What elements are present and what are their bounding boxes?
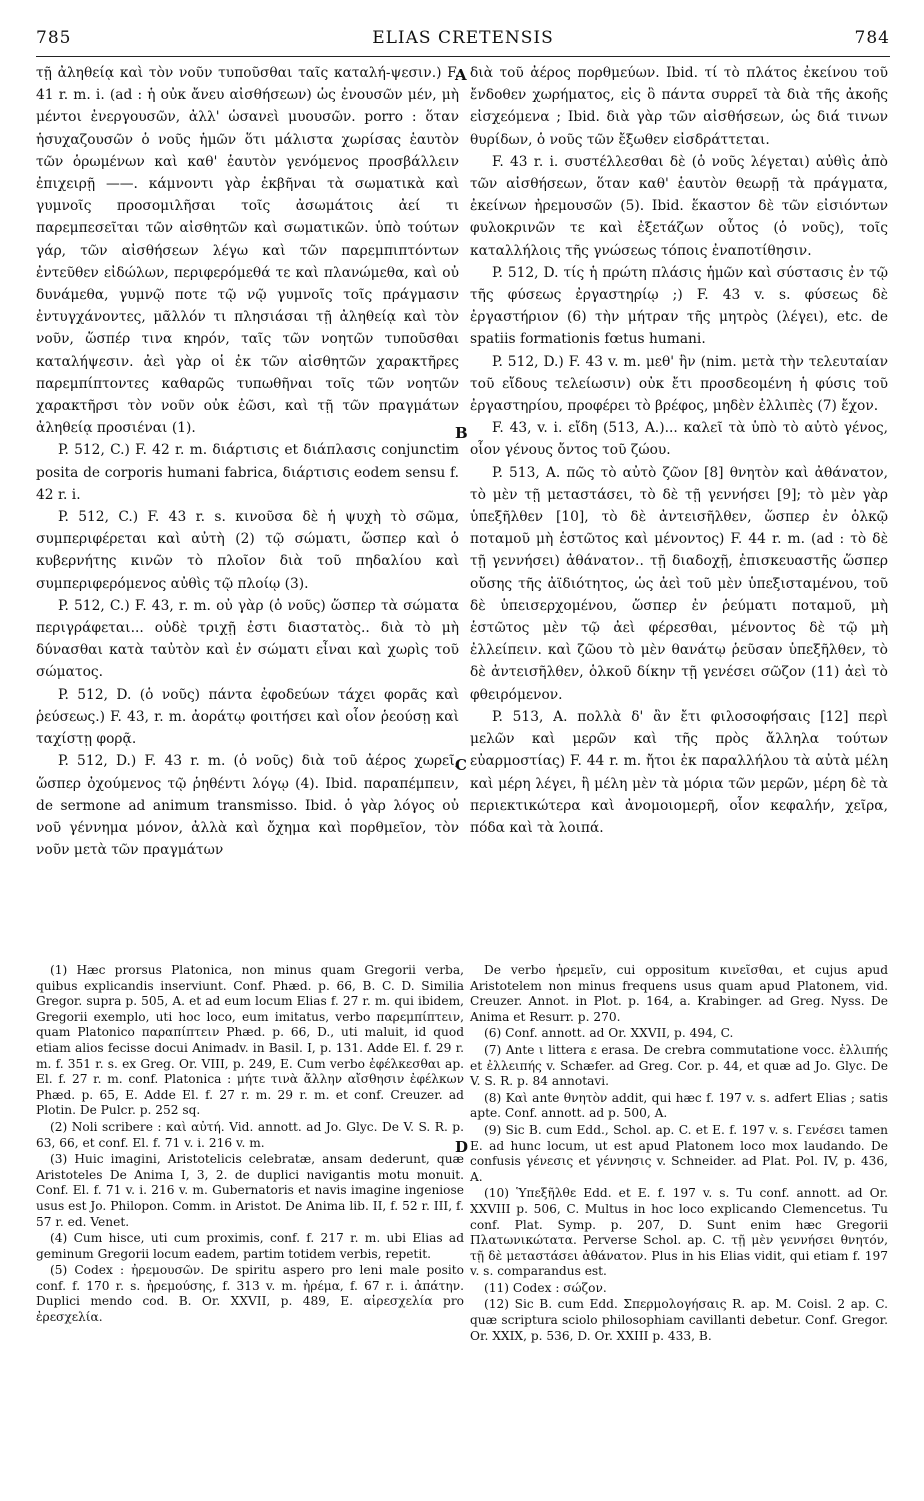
paragraph: F. 43 r. i. συστέλλεσθαι δὲ (ὁ νοῦς λέγεται) αὐθὶς ἀπὸ τῶν αἰσθήσεων, ὅταν καθ' ἑαυτὸν θεωρῇ τὰ πράγματα, ἐκείνων ἠρεμουσῶν (5). Ibid. ἕκαστον δὲ τῶν εἰσιόντων φυλοκρινῶν τε καὶ ἐξετάζων οὗτος (ὁ νοῦς), τοῖς καταλλήλοις τῆς γνώσεως τόποις ἐναποτίθησιν.: [470, 153, 888, 259]
footnote: (1) Hæc prorsus Platonica, non minus quam Gregorii verba, quibus explicandis inserviunt. Conf. Phæd. p. 66, B. C. D. Similia Gregor. supra p. 505, A. et ad eum locum Elias f. 27 r. m. qui ibidem, Gregorii exemplo, uti hoc loco, eum imitatus, verbo παρεμπίπτειν, quam Platonico παραπίπτειν Phæd. p. 66, D., uti maluit, id quod etiam alios fecisse docui Animadv. in Basil. I, p. 131. Adde El. f. 29 r. m. f. 351 r. s. ex Greg. Or. VIII, p. 249, E. Cum verbo ἐφέλκεσθαι ap. El. f. 27 r. m. conf. Platonica : μήτε τινὰ ἄλλην αἴσθησιν ἐφέλκων Phæd. p. 65, E. Adde El. f. 27 r. m. 29 r. m. et conf. Creuzer. ad Plotin. De Pulcr. p. 252 sq.: [36, 963, 464, 1118]
running-title: ELIAS CRETENSIS: [372, 28, 554, 48]
paragraph: P. 512, D.) F. 43 v. m. μεθ' ἣν (nim. μετὰ τὴν τελευταίαν τοῦ εἴδους τελείωσιν) οὐκ ἔτι προσδεομένη ἡ φύσις τοῦ ἐργαστηρίου, προφέρει τὸ βρέφος, μηδὲν ἐλλιπὲς (7) ἔχον.: [470, 353, 888, 415]
paragraph: P. 512, C.) F. 43 r. s. κινοῦσα δὲ ἡ ψυχὴ τὸ σῶμα, συμπεριφέρεται καὶ αὐτὴ (2) τῷ σώματι, ὥσπερ καὶ ὁ κυβερνήτης κινῶν τὸ πλοῖον διὰ τοῦ πηδαλίου καὶ συμπεριφερόμενος αὐθὶς τῷ πλοίῳ (3).: [36, 509, 459, 592]
paragraph: P. 512, D. (ὁ νοῦς) πάντα ἐφοδεύων τάχει φορᾶς καὶ ῥεύσεως.) F. 43, r. m. ἀοράτῳ φοιτήσει καὶ οἷον ῥεούσῃ καὶ ταχίστῃ φορᾷ.: [36, 686, 459, 748]
running-header: [36, 28, 890, 54]
footnote: (4) Cum hisce, uti cum proximis, conf. f. 217 r. m. ubi Elias ad geminum Gregorii locum eadem, partim totidem verbis, repetit.: [36, 1231, 464, 1261]
footnote: (10) Ὑπεξῆλθε Edd. et E. f. 197 v. s. Tu conf. annott. ad Or. XXVIII p. 506, C. Multus in hoc loco explicando Clemencetus. Tu conf. Plat. Symp. p. 207, D. Sunt enim hæc Gregorii Πλατωνικώτατα. Perverse Schol. ap. C. τῇ μὲν γεννήσει θνητόν, τῇ δὲ μεταστάσει ἀθάνατον. Plus in his Elias vidit, qui etiam f. 197 v. s. comparandus est.: [470, 1186, 888, 1279]
paragraph: P. 512, C.) F. 43, r. m. οὐ γὰρ (ὁ νοῦς) ὥσπερ τὰ σώματα περιγράφεται... οὐδὲ τριχῇ ἐστι διαστατὸς.. διὰ τὸ μὴ δύνασθαι κατὰ ταὐτὸν καὶ ἐν σώματι εἶναι καὶ χωρὶς τοῦ σώματος.: [36, 597, 459, 681]
footnote: (8) Καὶ ante θνητὸν addit, qui hæc f. 197 v. s. adfert Elias ; satis apte. Conf. annott. ad p. 500, A.: [470, 1090, 888, 1121]
footnotes-left: [36, 963, 464, 1327]
margin-letter-a: A: [455, 66, 467, 84]
footnotes-right: [470, 963, 888, 1345]
header-rule: [36, 56, 890, 57]
right-column: [470, 62, 888, 839]
paragraph: F. 43, v. i. εἴδη (513, A.)... καλεῖ τὰ ὑπὸ τὸ αὐτὸ γένος, οἷον γένους ὄντος τοῦ ζώου.: [470, 420, 888, 459]
margin-letter-d: D: [455, 1138, 469, 1156]
paragraph: P. 513, A. πολλὰ δ' ἂν ἔτι φιλοσοφήσαις [12] περὶ μελῶν καὶ μερῶν καὶ τῆς πρὸς ἄλληλα τούτων εὐαρμοστίας) F. 44 r. m. ἤτοι ἐκ παραλλήλου τὰ αὐτὰ μέλη καὶ μέρη λέγει, ἢ μέλη μὲν τὰ μόρια τῶν μερῶν, μέρη δὲ τὰ περιεκτικώτερα καὶ ἀνομοιομερῆ, οἷον κεφαλήν, χεῖρα, πόδα καὶ τὰ λοιπά.: [470, 708, 888, 836]
footnote: (7) Ante ι littera ε erasa. De crebra commutatione vocc. ἐλλιπής et ἐλλειπής v. Schæfer. ad Greg. Cor. p. 44, et quæ ad Jo. Glyc. De V. S. R. p. 84 annotavi.: [470, 1042, 888, 1089]
paragraph: διὰ τοῦ ἀέρος πορθμεύων. Ibid. τί τὸ πλάτος ἐκείνου τοῦ ἔνδοθεν χωρήματος, εἰς ὃ πάντα συρρεῖ τὰ διὰ τῆς ἀκοῆς εἰσχεόμενα ; Ibid. διὰ γὰρ τῶν αἰσθήσεων, ὡς διά τινων θυρίδων, ὁ νοῦς τῶν ἔξωθεν εἰσδράττεται.: [470, 65, 888, 148]
margin-letter-c: C: [455, 756, 467, 774]
margin-letter-b: B: [455, 424, 468, 442]
page-number-right: 784: [854, 28, 890, 48]
page-number-left: 785: [36, 28, 72, 48]
footnote: De verbo ἠρεμεῖν, cui oppositum κινεῖσθαι, et cujus apud Aristotelem non minus frequens usus quam apud Platonem, vid. Creuzer. Annot. in Plot. p. 164, a. Krabinger. ad Greg. Nyss. De Anima et Resurr. p. 270.: [470, 963, 888, 1024]
footnote: (11) Codex : σώζον.: [484, 1280, 607, 1295]
footnote: (3) Huic imagini, Aristotelicis celebratæ, ansam dederunt, quæ Aristoteles De Anima I, 3, 2. de duplici navigantis motu monuit. Conf. El. f. 71 v. i. 216 v. m. Gubernatoris et navis imagine ingeniose usus est Jo. Philopon. Comm. in Aristot. De Anima lib. II, f. 52 r. III, f. 57 r. ed. Venet.: [36, 1152, 464, 1229]
paragraph: P. 512, D.) F. 43 r. m. (ὁ νοῦς) διὰ τοῦ ἀέρος χωρεῖ, ὥσπερ ὀχούμενος τῷ ῥηθέντι λόγῳ (4). Ibid. παραπέμπειν, de sermone ad animum transmisso. Ibid. ὁ γὰρ λόγος οὐ νοῦ γέννημα μόνον, ἀλλὰ καὶ ὄχημα καὶ πορθμεῖον, τὸν νοῦν μετὰ τῶν πραγμάτων: [36, 753, 459, 859]
footnote: (6) Conf. annott. ad Or. XXVII, p. 494, C.: [484, 1026, 734, 1041]
left-column: [36, 62, 459, 861]
footnote: (12) Sic B. cum Edd. Σπερμολογήσαις R. ap. M. Coisl. 2 ap. C. quæ scriptura sciolo philosophiam cavillanti debetur. Conf. Gregor. Or. XXIX, p. 536, D. Or. XXIII p. 433, B.: [470, 1297, 888, 1343]
paragraph: P. 513, A. πῶς τὸ αὐτὸ ζῶον [8] θνητὸν καὶ ἀθάνατον, τὸ μὲν τῇ μεταστάσει, τὸ δὲ τῇ γεννήσει [9]; τὸ μὲν γὰρ ὑπεξῆλθεν [10], τὸ δὲ ἀντεισῆλθεν, ὥσπερ ἐν ὁλκῷ ποταμοῦ μὴ ἑστῶτος καὶ μένοντος) F. 44 r. m. (ad : τὸ δὲ τῇ γεννήσει) ἀθάνατον.. τῇ διαδοχῇ, ἐπισκευαστῆς ὥσπερ οὔσης τῆς ἀϊδιότητος, ὡς ἀεὶ τοῦ μὲν ὑπεξισταμένου, τοῦ δὲ ὑπεισερχομένου, ὥσπερ ἐν ῥεύματι ποταμοῦ, μὴ ἑστῶτος μὲν τῷ ἀεὶ φέρεσθαι, μένοντος δὲ τῷ μὴ ἐλλείπειν. καὶ ζῶου τὸ μὲν θανάτῳ ῥεῦσαν ὑπεξῆλθεν, τὸ δὲ ἀντεισῆλθεν, ὁλκοῦ δίκην τῇ γενέσει σῶζον (11) ἀεὶ τὸ φθειρόμενον.: [470, 464, 888, 703]
footnote: (9) Sic B. cum Edd., Schol. ap. C. et E. f. 197 v. s. Γενέσει tamen E. ad hunc locum, ut est apud Platonem loco mox laudando. De confusis γένεσις et γέννησις v. Schneider. ad Plat. Pol. IV, p. 436, A.: [470, 1122, 888, 1184]
footnote: (5) Codex : ἠρεμουσῶν. De spiritu aspero pro leni male posito conf. f. 170 r. s. ἠρεμούσης, f. 313 v. m. ἠρέμα, f. 67 r. i. ἀπάτην. Duplici mendo cod. B. Or. XXVII, p. 489, E. αἱρεσχελία pro ἐρεσχελία.: [36, 1263, 464, 1325]
footnote: (2) Noli scribere : καὶ αὐτή. Vid. annott. ad Jo. Glyc. De V. S. R. p. 63, 66, et conf. El. f. 71 v. i. 216 v. m.: [36, 1119, 464, 1150]
paragraph: P. 512, C.) F. 42 r. m. διάρτισις et διάπλασις conjunctim posita de corporis humani fabrica, διάρτισις eodem sensu f. 42 r. i.: [36, 442, 459, 503]
paragraph: P. 512, D. τίς ἡ πρώτη πλάσις ἡμῶν καὶ σύστασις ἐν τῷ τῆς φύσεως ἐργαστηρίῳ ;) F. 43 v. s. φύσεως δὲ ἐργαστήριον (6) τὴν μήτραν τῆς μητρὸς (λέγει), etc. de spatiis formationis fœtus humani.: [470, 264, 888, 348]
paragraph: τῇ ἀληθείᾳ καὶ τὸν νοῦν τυποῦσθαι ταῖς καταλή-ψεσιν.) F. 41 r. m. i. (ad : ἡ οὐκ ἄνευ αἰσθήσεων) ὡς ἐνουσῶν μέν, μὴ μέντοι ἐνεργουσῶν, ἀλλ' ὡσανεὶ μυουσῶν. porro : ὅταν ἡσυχαζουσῶν ὁ νοῦς ἡμῶν ὅτι μάλιστα χωρίσας ἑαυτὸν τῶν ὁρωμένων καὶ καθ' ἑαυτὸν γενόμενος προσβάλλειν ἐπιχειρῇ ——. κάμνοντι γὰρ ἐκβῆναι τὰ σωματικὰ καὶ γυμνοῖς προσομιλῆσαι τοῖς ἀσωμάτοις ἀεί τι παρεμπεσεῖται τῶν αἰσθητῶν καὶ σωματικῶν. ὑπὸ τούτων γάρ, τῶν αἰσθήσεων λέγω καὶ τῶν παρεμπιπτόντων ἐντεῦθεν εἰδώλων, περιφερόμεθά τε καὶ πλανώμεθα, καὶ οὐ δυνάμεθα, γυμνῷ ποτε τῷ νῷ γυμνοῖς τοῖς πράγμασιν ἐντυγχάνοντες, μᾶλλόν τι πλησιάσαι τῇ ἀληθείᾳ καὶ τὸν νοῦν, ὥσπέρ τινα κηρόν, ταῖς τῶν νοητῶν τυποῦσθαι καταλήψεσιν. ἀεὶ γὰρ οἱ ἐκ τῶν αἰσθητῶν χαρακτῆρες παρεμπίπτοντες καθαρῶς τυπωθῆναι τοῖς τῶν νοητῶν χαρακτῆρσι τὸν νοῦν οὐκ ἐῶσι, καὶ τῇ τῶν πραγμάτων ἀληθείᾳ προσιέναι (1).: [36, 65, 459, 437]
